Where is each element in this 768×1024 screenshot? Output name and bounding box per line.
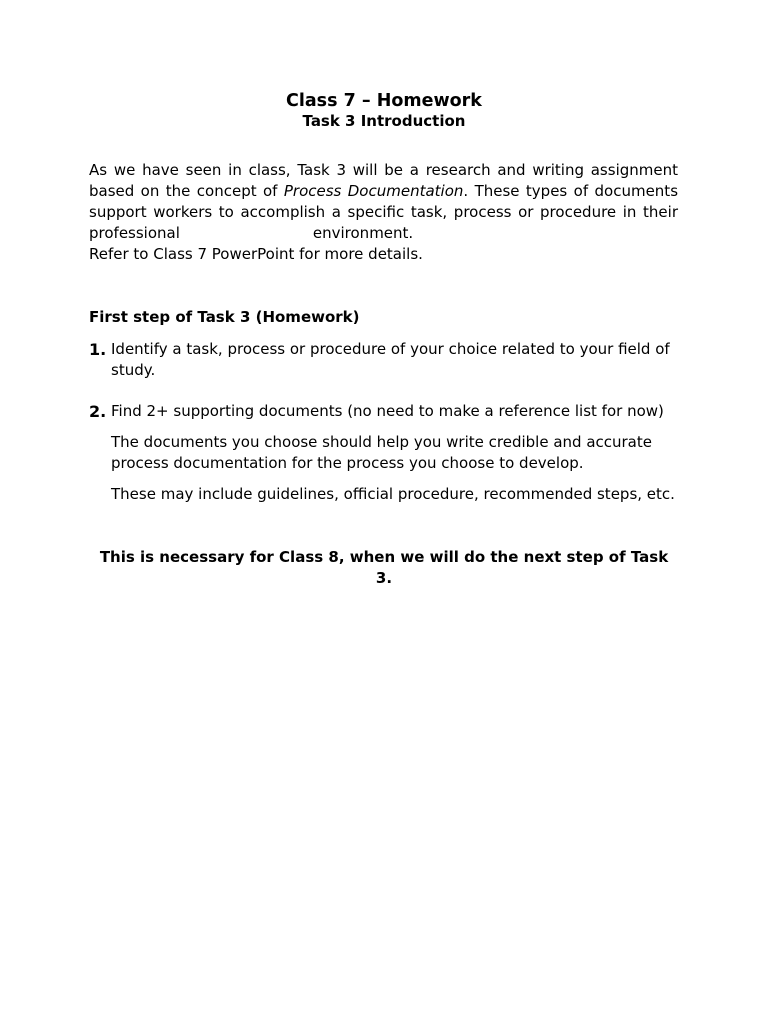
intro-text: based on the concept of <box>89 182 284 200</box>
intro-paragraph <box>89 160 678 265</box>
intro-line-5: Refer to Class 7 PowerPoint for more details. <box>89 245 423 263</box>
process-documentation-term: Process Documentation <box>283 182 464 200</box>
note-line-2: 3. <box>375 569 393 587</box>
intro-line-3: support workers to accomplish a specific task, process or procedure in their <box>89 203 678 221</box>
item-text <box>111 401 691 505</box>
intro-text: . These types of documents <box>463 182 679 200</box>
intro-word-environment: environment. <box>312 224 414 242</box>
intro-line-4 <box>89 223 678 244</box>
document-title: Class 7 – Homework <box>286 91 482 111</box>
item-number: 2. <box>89 402 107 421</box>
item-line: The documents you choose should help you write credible and accurate <box>111 433 652 451</box>
item-text <box>111 339 691 381</box>
section-heading: First step of Task 3 (Homework) <box>89 308 360 326</box>
intro-line-2 <box>89 181 678 202</box>
item-line: Find 2+ supporting documents (no need to make a reference list for now) <box>111 402 664 420</box>
note-line-1: This is necessary for Class 8, when we will do the next step of Task <box>99 548 669 566</box>
item-line: Identify a task, process or procedure of your choice related to your field of <box>111 340 670 358</box>
item-line: These may include guidelines, official procedure, recommended steps, etc. <box>111 485 675 503</box>
document-subtitle: Task 3 Introduction <box>302 112 466 130</box>
closing-note <box>90 547 678 589</box>
item-number: 1. <box>89 340 107 359</box>
intro-line-1: As we have seen in class, Task 3 will be a research and writing assignment <box>89 161 678 179</box>
item-line: process documentation for the process you choose to develop. <box>111 454 584 472</box>
item-line: study. <box>111 361 156 379</box>
intro-word-professional: professional <box>89 224 180 242</box>
